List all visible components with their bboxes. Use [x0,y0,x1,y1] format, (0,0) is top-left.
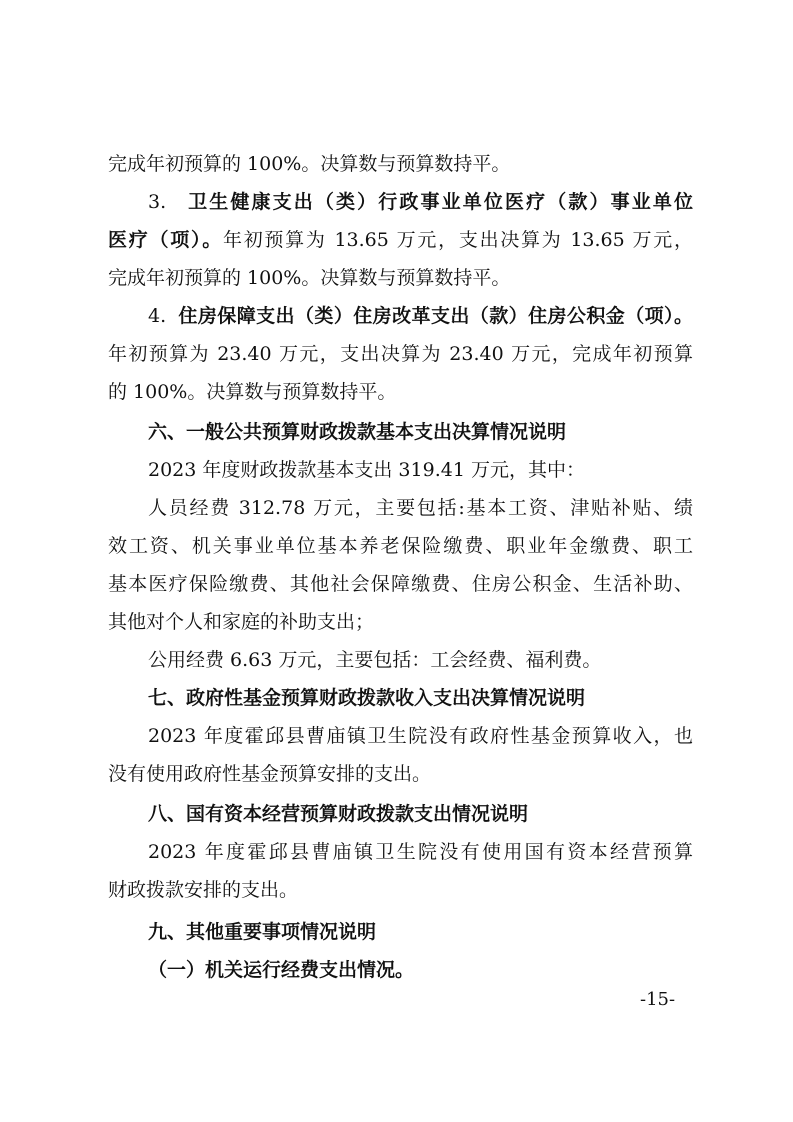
paragraph-line: 公用经费 6.63 万元，主要包括：工会经费、福利费。 [148,649,602,671]
item-3-heading [148,184,693,220]
item-4-title: 住房保障支出（类）住房改革支出（款）住房公积金（项）。 [178,305,693,327]
item-number: 3. [148,191,167,213]
paragraph-line: 的 100%。决算数与预算数持平。 [108,381,397,403]
paragraph-line: 基本医疗保险缴费、其他社会保障缴费、住房公积金、生活补助、 [108,573,693,595]
item-3-text: 年初预算为 13.65 万元，支出决算为 13.65 万元， [222,229,693,251]
paragraph-line [108,222,693,258]
section-heading-7: 七、政府性基金预算财政拨款收入支出决算情况说明 [148,687,586,709]
section-heading-9: 九、其他重要事项情况说明 [148,921,377,943]
paragraph-line: 没有使用政府性基金预算安排的支出。 [108,763,432,785]
paragraph-line: 财政拨款安排的支出。 [108,879,299,901]
subsection-heading: （一）机关运行经费支出情况。 [148,959,415,981]
page-number: -15- [640,989,676,1010]
section-heading-8: 八、国有资本经营预算财政拨款支出情况说明 [148,803,529,825]
section-heading-6: 六、一般公共预算财政拨款基本支出决算情况说明 [148,421,567,443]
paragraph-line: 其他对个人和家庭的补助支出； [108,611,375,633]
paragraph-line: 完成年初预算的 100%。决算数与预算数持平。 [108,267,511,289]
paragraph-line: 2023 年度霍邱县曹庙镇卫生院没有政府性基金预算收入，也 [148,725,693,747]
paragraph-line: 人员经费 312.78 万元，主要包括:基本工资、津贴补贴、绩 [148,497,693,519]
item-3-title: 卫生健康支出（类）行政事业单位医疗（款）事业单位 [186,191,693,213]
paragraph-line: 2023 年度财政拨款基本支出 319.41 万元，其中： [148,459,585,481]
item-4-heading [148,298,693,334]
item-3-title-end: 医疗（项）。 [108,229,223,251]
paragraph-line: 2023 年度霍邱县曹庙镇卫生院没有使用国有资本经营预算 [148,841,693,863]
paragraph-line: 年初预算为 23.40 万元，支出决算为 23.40 万元，完成年初预算 [108,343,693,365]
paragraph-line: 效工资、机关事业单位基本养老保险缴费、职业年金缴费、职工 [108,535,693,557]
item-number: 4. [148,305,167,327]
paragraph-line: 完成年初预算的 100%。决算数与预算数持平。 [108,153,511,175]
